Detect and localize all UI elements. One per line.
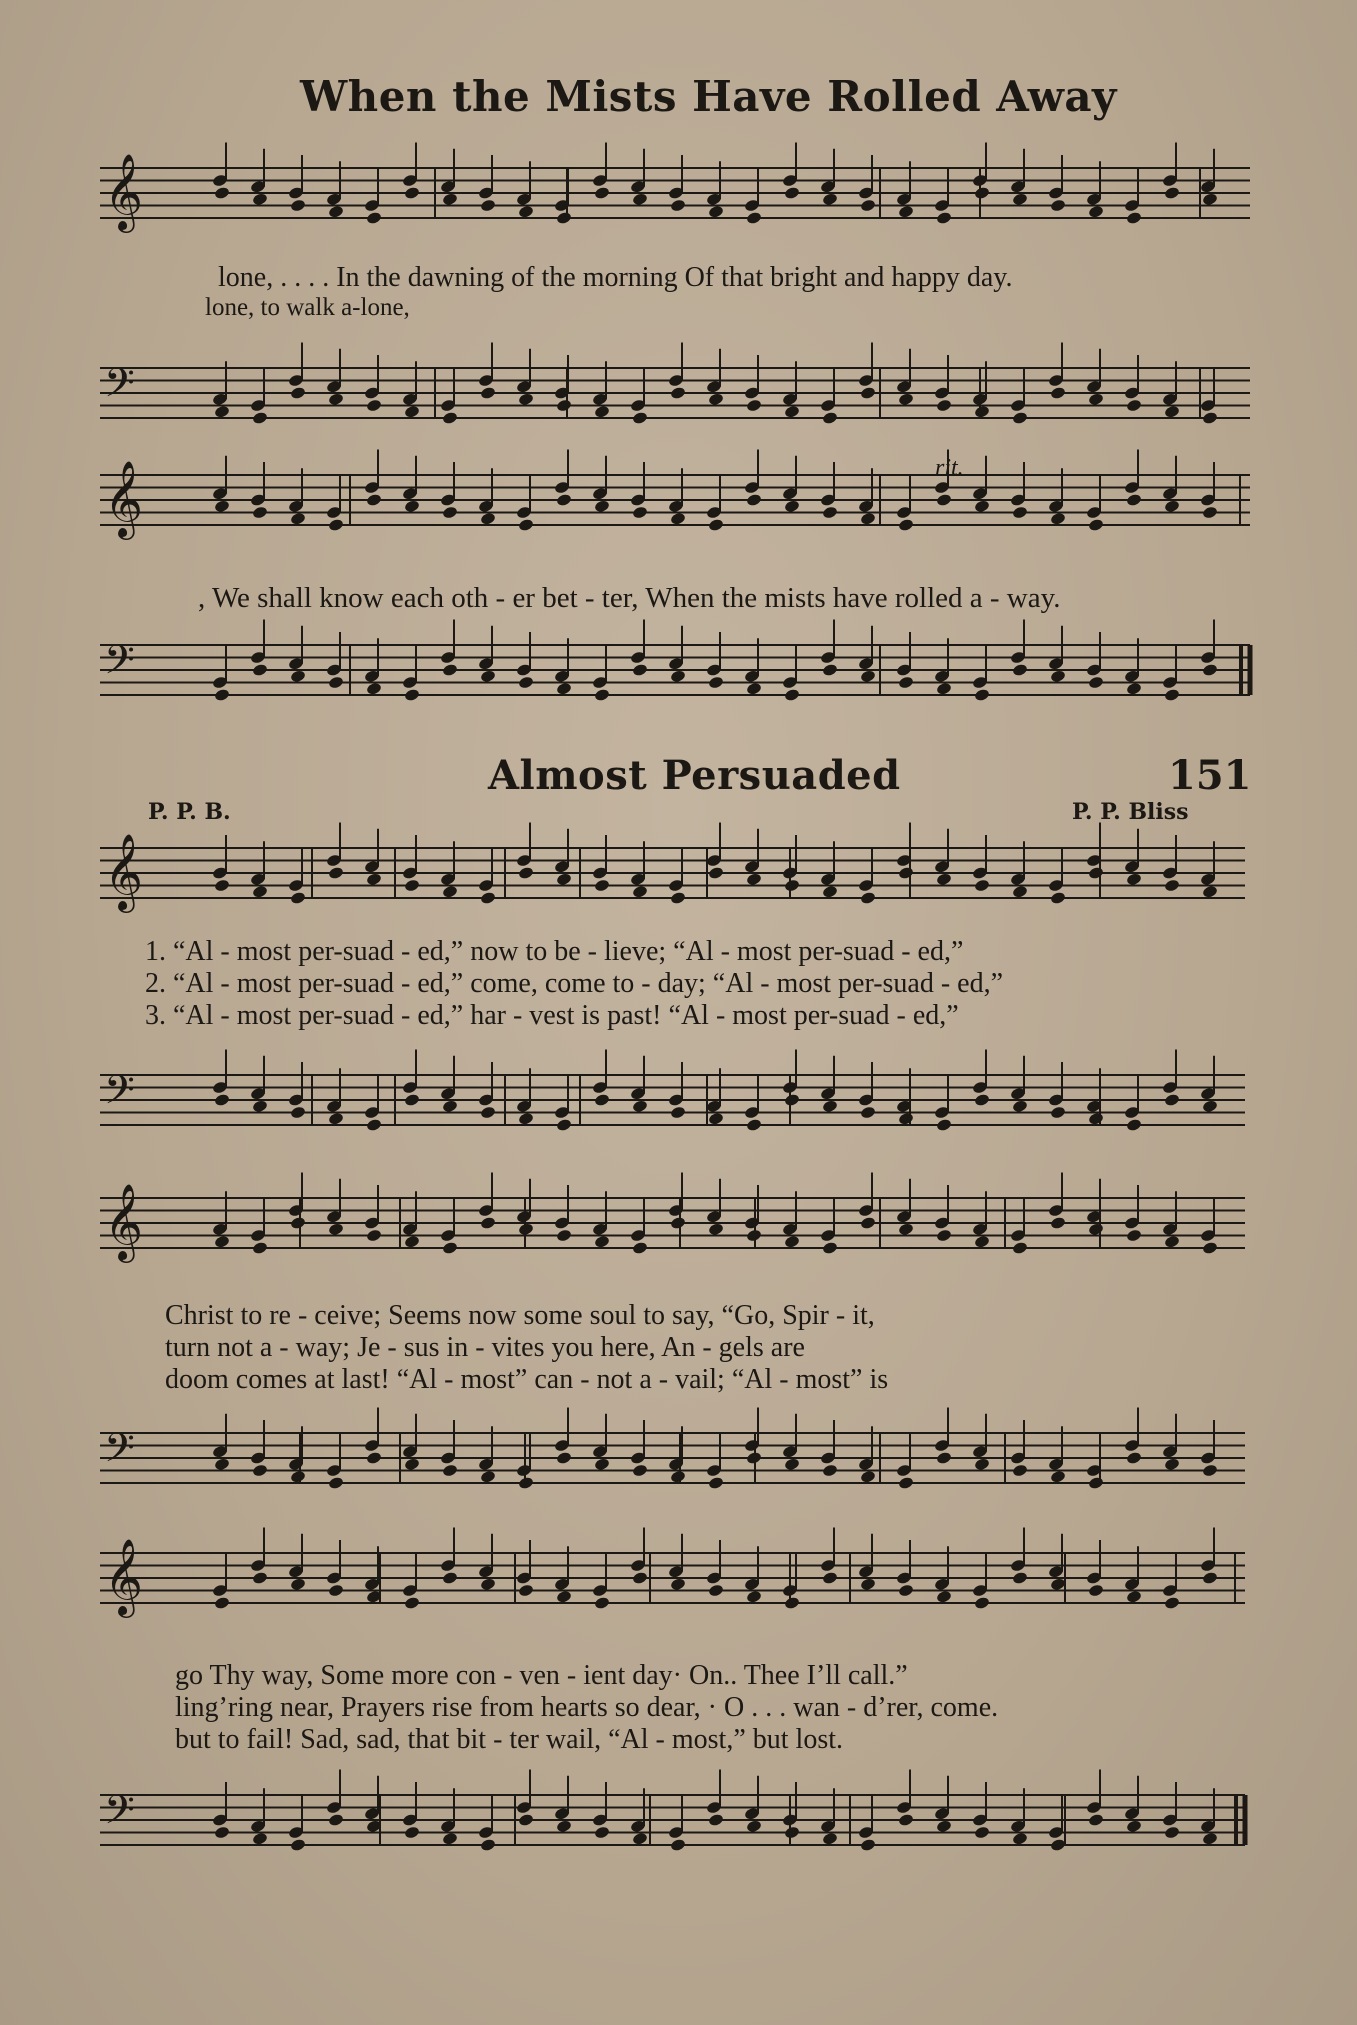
svg-text:𝄞: 𝄞 — [104, 833, 144, 910]
verse2-line2: turn not a - way; Je - sus in - vites you here, An - gels are — [165, 1332, 805, 1363]
song-title-almost-persuaded: Almost Persuaded — [488, 752, 901, 799]
verse3-line1: 3. “Al - most per-suad - ed,” har - vest is past! “Al - most per-suad - ed,” — [145, 1000, 959, 1031]
song-title-mists: When the Mists Have Rolled Away — [300, 72, 1117, 121]
lyricist-credit: P. P. B. — [148, 799, 231, 825]
mists-system2-lyric: , We shall know each oth - er bet - ter, When the mists have rolled a - way. — [198, 582, 1061, 614]
svg-text:𝄞: 𝄞 — [104, 1183, 144, 1260]
mists-system1-lyric-b: lone, to walk a-lone, — [205, 294, 410, 321]
svg-text:𝄢: 𝄢 — [104, 1787, 135, 1843]
verse1-line3: go Thy way, Some more con - ven - ient day· On.. Thee I’ll call.” — [175, 1660, 908, 1691]
svg-text:𝄢: 𝄢 — [104, 1425, 135, 1481]
svg-text:𝄢: 𝄢 — [104, 1067, 135, 1123]
verse1-line1: 1. “Al - most per-suad - ed,” now to be - lieve; “Al - most per-suad - ed,” — [145, 936, 964, 967]
verse3-line3: but to fail! Sad, sad, that bit - ter wail, “Al - most,” but lost. — [175, 1724, 843, 1755]
svg-text:𝄞: 𝄞 — [104, 460, 144, 537]
svg-text:𝄢: 𝄢 — [104, 637, 135, 693]
svg-text:𝄞: 𝄞 — [104, 1538, 144, 1615]
hymn-number: 151 — [1168, 752, 1252, 799]
verse1-line2: Christ to re - ceive; Seems now some soul to say, “Go, Spir - it, — [165, 1300, 875, 1331]
verse2-line1: 2. “Al - most per-suad - ed,” come, come to - day; “Al - most per-suad - ed,” — [145, 968, 1004, 999]
svg-text:𝄢: 𝄢 — [104, 360, 135, 416]
rit-marking: rit. — [935, 455, 964, 481]
composer-credit: P. P. Bliss — [1072, 799, 1189, 825]
svg-text:𝄞: 𝄞 — [104, 153, 144, 230]
verse2-line3: ling’ring near, Prayers rise from hearts so dear, · O . . . wan - d’rer, come. — [175, 1692, 999, 1723]
mists-system1-lyric-a: lone, . . . . In the dawning of the morning Of that bright and happy day. — [218, 262, 1013, 293]
verse3-line2: doom comes at last! “Al - most” can - not a - vail; “Al - most” is — [165, 1364, 889, 1395]
